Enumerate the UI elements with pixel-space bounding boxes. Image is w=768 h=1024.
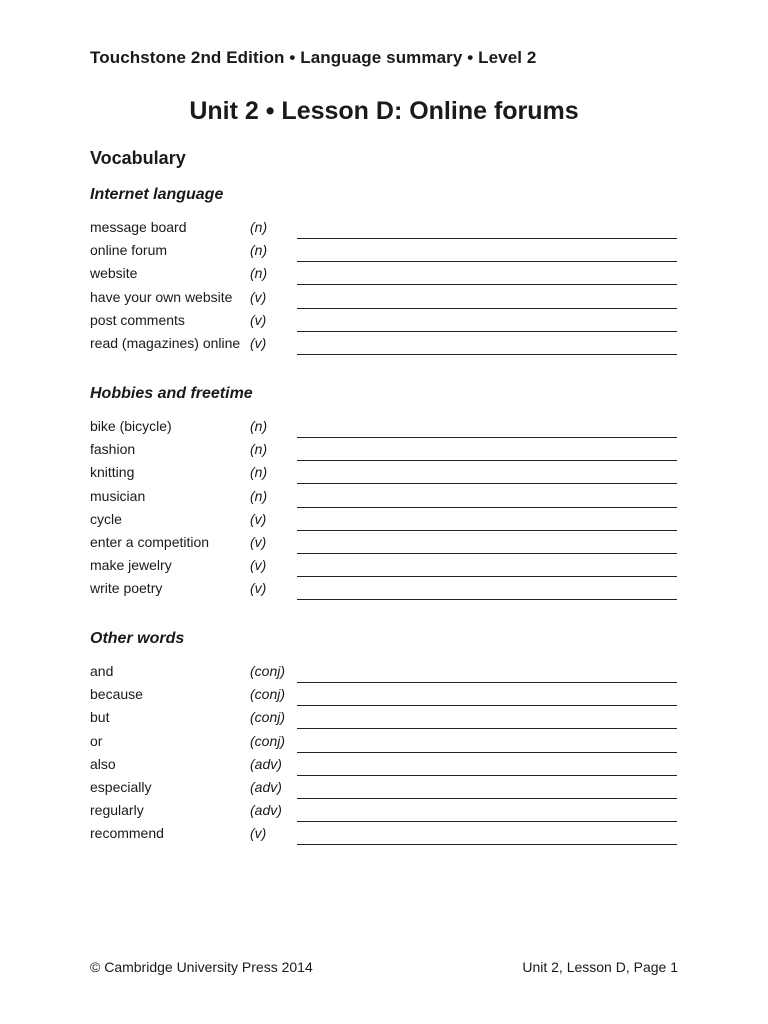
vocab-word: but: [90, 709, 110, 726]
page-title: Unit 2 • Lesson D: Online forums: [189, 97, 579, 125]
vocab-row: [90, 800, 680, 823]
answer-line: [297, 599, 677, 600]
answer-line: [297, 331, 677, 332]
vocab-word: online forum: [90, 242, 168, 259]
part-of-speech: (adv): [250, 755, 282, 772]
vocab-row: [90, 684, 680, 707]
answer-line: [297, 261, 677, 262]
answer-line: [297, 682, 677, 683]
vocab-row: [90, 509, 680, 532]
vocab-word: enter a competition: [90, 533, 210, 550]
section-other-words: [90, 629, 680, 847]
vocab-word: also: [90, 755, 116, 772]
vocab-row: [90, 578, 680, 601]
answer-line: [297, 483, 677, 484]
vocab-word: make jewelry: [90, 557, 172, 574]
part-of-speech: (v): [250, 288, 267, 305]
footer-copyright: © Cambridge University Press 2014: [90, 959, 313, 975]
vocab-row: [90, 333, 680, 356]
answer-line: [297, 752, 677, 753]
vocab-word: message board: [90, 219, 187, 235]
section-hobbies-and-freetime: [90, 384, 680, 602]
section-internet-language: [90, 185, 680, 356]
answer-line: [297, 705, 677, 706]
vocab-word: because: [90, 686, 143, 703]
series-header: Touchstone 2nd Edition • Language summary • Level 2: [90, 48, 537, 67]
part-of-speech: (v): [250, 311, 267, 328]
part-of-speech: (n): [250, 242, 268, 259]
vocab-word: fashion: [90, 441, 136, 458]
part-of-speech: (conj): [250, 686, 286, 703]
section-heading: Other words: [90, 630, 185, 647]
part-of-speech: (v): [250, 334, 267, 351]
answer-line: [297, 238, 677, 239]
answer-line: [297, 507, 677, 508]
answer-line: [297, 354, 677, 355]
vocab-word: write poetry: [90, 580, 163, 597]
answer-line: [297, 728, 677, 729]
section-heading: Hobbies and freetime: [90, 385, 253, 402]
part-of-speech: (v): [250, 557, 267, 574]
vocab-row: [90, 661, 680, 684]
answer-line: [297, 437, 677, 438]
part-of-speech: (conj): [250, 709, 286, 726]
part-of-speech: (conj): [250, 663, 286, 679]
vocab-row: [90, 555, 680, 578]
answer-line: [297, 576, 677, 577]
answer-line: [297, 284, 677, 285]
vocab-row: [90, 217, 680, 240]
vocab-word: recommend: [90, 825, 164, 842]
vocab-row: [90, 310, 680, 333]
vocab-word: read (magazines) online: [90, 334, 241, 351]
part-of-speech: (v): [250, 510, 267, 527]
vocab-row: [90, 707, 680, 730]
vocab-row: [90, 486, 680, 509]
answer-line: [297, 308, 677, 309]
part-of-speech: (v): [250, 825, 267, 842]
vocab-word: bike (bicycle): [90, 418, 172, 434]
vocab-word: cycle: [90, 510, 122, 527]
vocab-row: [90, 823, 680, 846]
part-of-speech: (n): [250, 265, 268, 282]
part-of-speech: (n): [250, 441, 268, 458]
vocab-row: [90, 462, 680, 485]
part-of-speech: (n): [250, 219, 268, 235]
part-of-speech: (n): [250, 487, 268, 504]
answer-line: [297, 844, 677, 845]
answer-line: [297, 821, 677, 822]
answer-line: [297, 798, 677, 799]
part-of-speech: (conj): [250, 732, 286, 749]
vocab-word: post comments: [90, 311, 185, 328]
vocab-word: or: [90, 732, 103, 749]
vocab-row: [90, 240, 680, 263]
vocab-word: have your own website: [90, 288, 233, 305]
footer-page-ref: Unit 2, Lesson D, Page 1: [522, 959, 678, 975]
part-of-speech: (n): [250, 418, 268, 434]
part-of-speech: (adv): [250, 802, 282, 819]
section-heading: Internet language: [90, 186, 224, 203]
answer-line: [297, 775, 677, 776]
vocab-word: especially: [90, 778, 152, 795]
answer-line: [297, 460, 677, 461]
vocab-row: [90, 263, 680, 286]
vocab-row: [90, 532, 680, 555]
vocab-word: musician: [90, 487, 146, 504]
vocab-word: website: [90, 265, 138, 282]
vocab-row: [90, 287, 680, 310]
part-of-speech: (v): [250, 580, 267, 597]
vocab-row: [90, 731, 680, 754]
vocab-word: regularly: [90, 802, 144, 819]
answer-line: [297, 530, 677, 531]
vocabulary-heading: Vocabulary: [90, 148, 186, 168]
vocab-row: [90, 754, 680, 777]
vocab-word: knitting: [90, 464, 135, 481]
answer-line: [297, 553, 677, 554]
vocab-word: and: [90, 663, 114, 679]
part-of-speech: (adv): [250, 778, 282, 795]
vocab-row: [90, 416, 680, 439]
vocab-row: [90, 777, 680, 800]
part-of-speech: (n): [250, 464, 268, 481]
part-of-speech: (v): [250, 533, 267, 550]
vocab-row: [90, 439, 680, 462]
